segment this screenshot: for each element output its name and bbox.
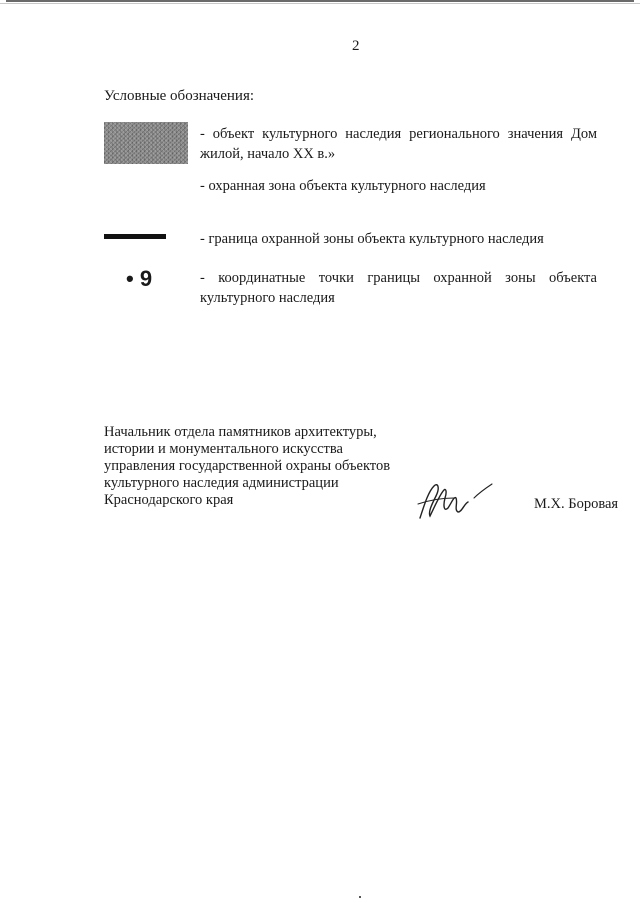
legend-title: Условные обозначения: [104, 88, 255, 104]
coordinate-point-symbol: • 9 [126, 266, 153, 291]
handwritten-signature [414, 478, 504, 522]
hatched-area-symbol [104, 122, 188, 164]
legend-item-heritage-object [104, 122, 600, 168]
signatory-position-line: управления государственной охраны объектов [104, 458, 391, 474]
boundary-line-symbol [104, 234, 166, 239]
legend-item-coordinate-points [104, 266, 600, 310]
legend-item-text: - охранная зона объекта культурного наследия [200, 178, 486, 194]
signatory-position-line: истории и монументального искусства [104, 441, 343, 457]
signatory-position-line: Краснодарского края [104, 492, 234, 508]
page-number: 2 [352, 38, 360, 54]
signatory-position-line: культурного наследия администрации [104, 475, 339, 491]
signatory-position [104, 424, 390, 509]
signatory-position-line: Начальник отдела памятников архитектуры, [104, 424, 377, 440]
legend-item-text: - объект культурного наследия регионального значения Дом жилой, начало XX в.» [200, 126, 597, 162]
legend-item-zone-boundary [104, 229, 600, 253]
top-border-line-thin [0, 3, 640, 4]
scan-speck [359, 896, 361, 898]
signatory-name: М.Х. Боровая [534, 496, 619, 512]
top-border-line [6, 0, 634, 2]
legend-item-text: - координатные точки границы охранной зоны объекта культурного наследия [200, 270, 597, 306]
legend-item-text: - граница охранной зоны объекта культурного наследия [200, 231, 544, 247]
legend-item-protection-zone [104, 176, 600, 200]
